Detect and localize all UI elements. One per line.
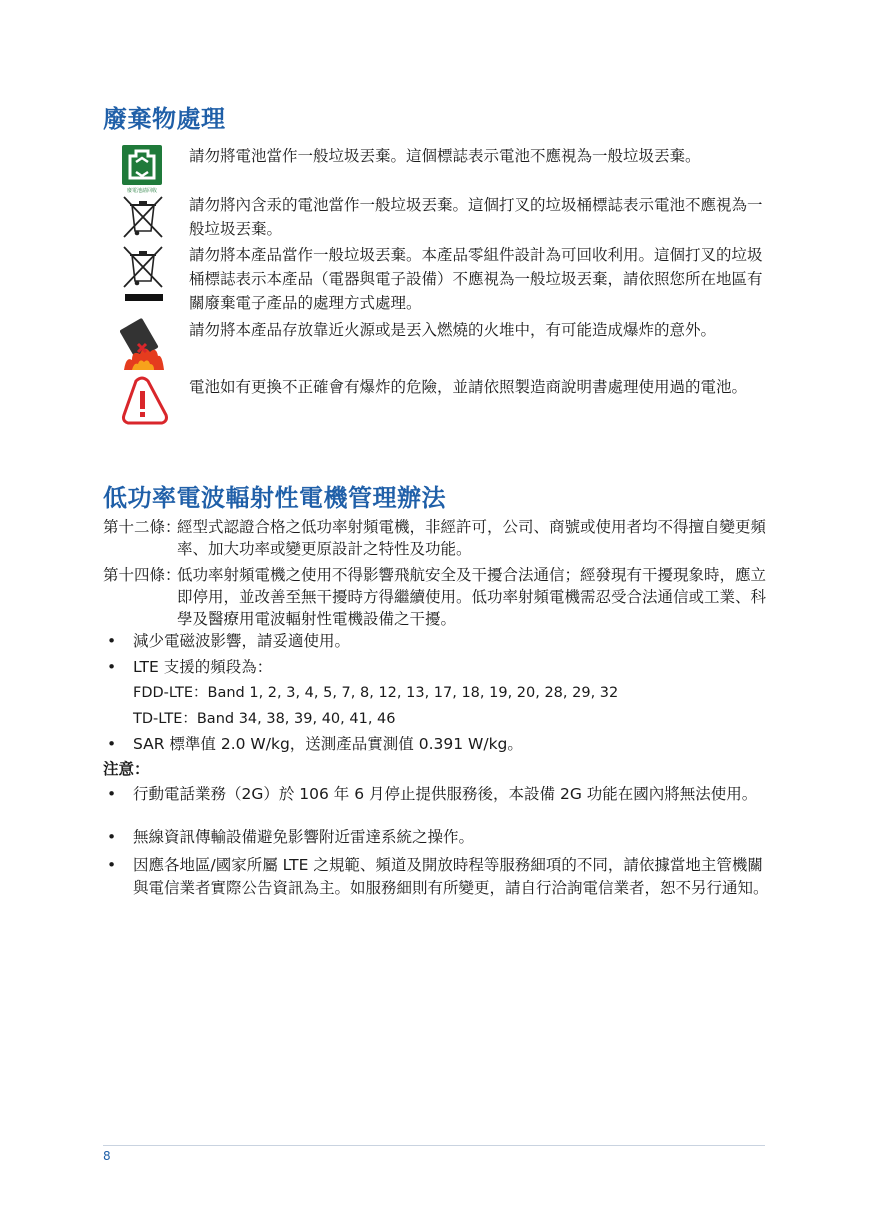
fdd-lte-bands: FDD-LTE：Band 1, 2, 3, 4, 5, 7, 8, 12, 13, 17, 18, 19, 20, 28, 29, 32 xyxy=(133,685,619,701)
bullet-text: LTE 支援的頻段為： xyxy=(133,658,273,676)
bullet-marker: • xyxy=(107,658,117,676)
list-item xyxy=(103,826,773,849)
article-12 xyxy=(103,516,773,560)
bullet-text: SAR 標準值 2.0 W/kg，送測產品實測值 0.391 W/kg。 xyxy=(133,735,523,753)
waste-item-1 xyxy=(120,144,780,194)
waste-item-1-text: 請勿將電池當作一般垃圾丟棄。這個標誌表示電池不應視為一般垃圾丟棄。 xyxy=(189,147,701,165)
article-14 xyxy=(103,564,773,630)
list-item xyxy=(103,733,773,756)
note-label: 注意： xyxy=(103,760,150,778)
note-text: 無線資訊傳輸設備避免影響附近雷達系統之操作。 xyxy=(133,828,475,846)
caution-icon xyxy=(120,375,168,427)
bullet-text: 減少電磁波影響，請妥適使用。 xyxy=(133,632,351,650)
waste-item-2 xyxy=(120,193,780,243)
note-text: 因應各地區/國家所屬 LTE 之規範、頻道及開放時程等服務細項的不同，請依據當地主管機關與電信業者實際公告資訊為主。如服務細則有所變更，請自行洽詢電信業者，恕不另行通知。 xyxy=(133,856,769,897)
footer-divider xyxy=(103,1145,765,1146)
waste-item-4 xyxy=(120,318,780,374)
crossed-bin-icon xyxy=(120,193,168,241)
list-item xyxy=(103,783,773,806)
recycle-battery-icon xyxy=(120,144,168,192)
waste-item-4-text: 請勿將本產品存放靠近火源或是丟入燃燒的火堆中，有可能造成爆炸的意外。 xyxy=(189,321,717,339)
article-12-label: 第十二條： xyxy=(103,518,181,536)
svg-text:廢電池請回收: 廢電池請回收 xyxy=(126,188,158,194)
bullet-marker: • xyxy=(107,735,117,753)
bullet-marker: • xyxy=(107,632,117,650)
article-14-text: 低功率射頻電機之使用不得影響飛航安全及干擾合法通信；經發現有干擾現象時，應立即停用，並改善至無干擾時方得繼續使用。低功率射頻電機需忍受合法通信或工業、科學及醫療用電波輻射性電機設備之干擾。 xyxy=(177,566,767,628)
waste-item-3 xyxy=(120,243,780,312)
list-item xyxy=(103,656,773,679)
section-title-rf: 低功率電波輻射性電機管理辦法 xyxy=(103,484,446,512)
section-title-waste: 廢棄物處理 xyxy=(103,105,226,133)
note-text: 行動電話業務（2G）於 106 年 6 月停止提供服務後，本設備 2G 功能在國內將無法使用。 xyxy=(133,785,758,803)
page-number: 8 xyxy=(103,1149,111,1163)
waste-item-5-text: 電池如有更換不正確會有爆炸的危險，並請依照製造商說明書處理使用過的電池。 xyxy=(189,378,748,396)
bullet-marker: • xyxy=(107,828,117,846)
waste-item-2-text: 請勿將內含汞的電池當作一般垃圾丟棄。這個打叉的垃圾桶標誌表示電池不應視為一般垃圾丟棄。 xyxy=(189,196,763,238)
article-14-label: 第十四條： xyxy=(103,566,181,584)
td-lte-bands: TD-LTE：Band 34, 38, 39, 40, 41, 46 xyxy=(133,711,396,727)
waste-item-3-text: 請勿將本產品當作一般垃圾丟棄。本產品零組件設計為可回收利用。這個打叉的垃圾桶標誌表示本產品（電器與電子設備）不應視為一般垃圾丟棄，請依照您所在地區有關廢棄電子產品的處理方式處理。 xyxy=(189,246,763,312)
fire-warning-icon xyxy=(120,318,168,372)
article-12-text: 經型式認證合格之低功率射頻電機，非經許可，公司、商號或使用者均不得擅自變更頻率、加大功率或變更原設計之特性及功能。 xyxy=(177,518,767,558)
bullet-marker: • xyxy=(107,785,117,803)
waste-item-5 xyxy=(120,375,780,427)
list-item xyxy=(103,854,773,900)
list-item xyxy=(103,630,773,653)
crossed-bin-bar-icon xyxy=(120,243,168,305)
bullet-marker: • xyxy=(107,856,117,874)
